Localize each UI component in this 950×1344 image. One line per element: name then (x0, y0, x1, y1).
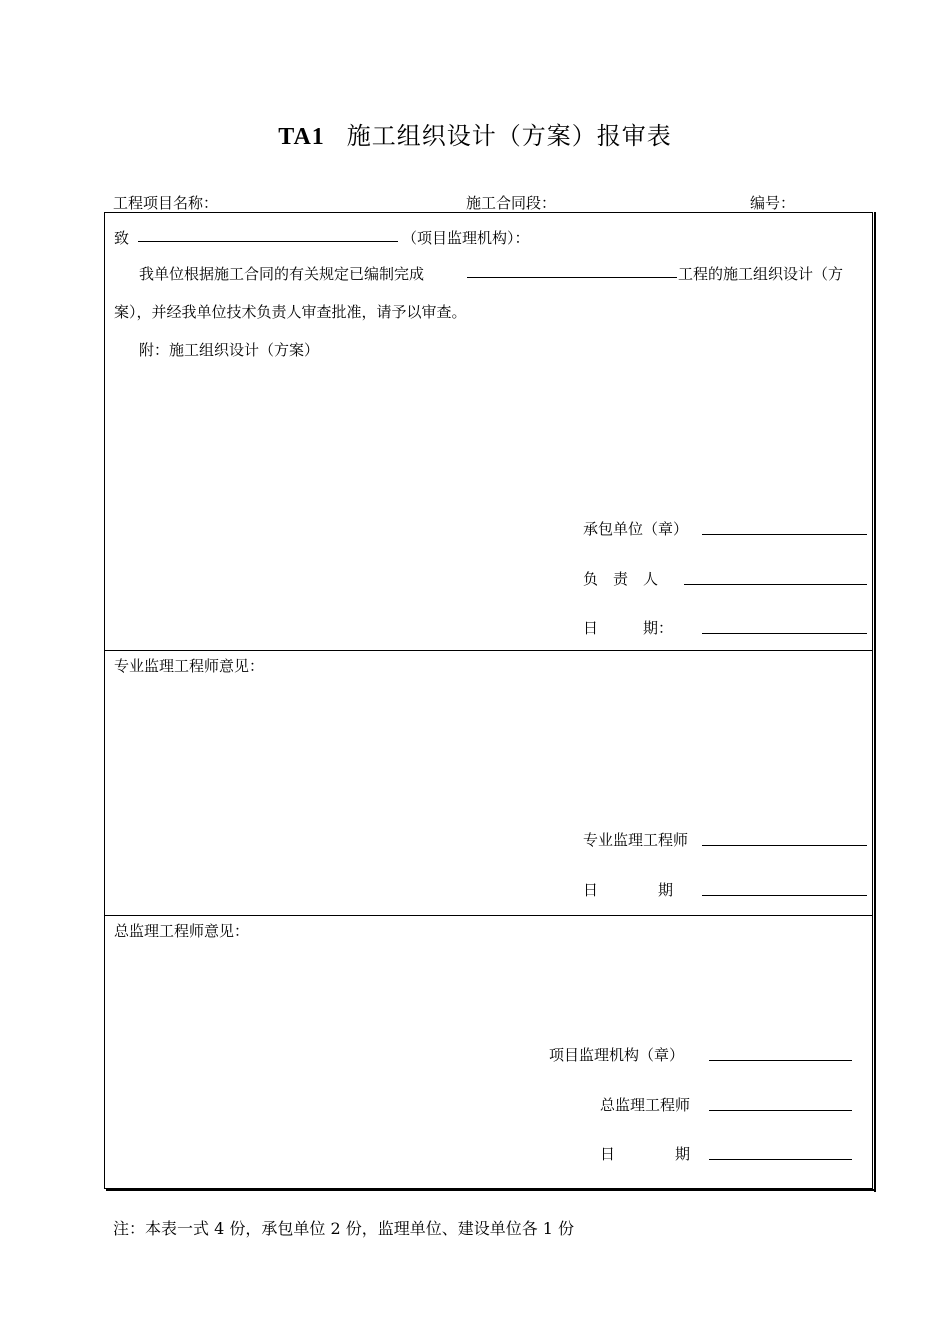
section-divider-2 (105, 915, 872, 916)
specialist-engineer-label: 专业监理工程师 (583, 831, 689, 849)
attachment-text: 附：施工组织设计（方案） (139, 341, 320, 359)
date-field-1[interactable] (702, 633, 867, 634)
chief-opinion-heading: 总监理工程师意见： (114, 922, 250, 940)
form-code: TA1 (278, 124, 325, 150)
date-label-3: 日 期 (600, 1145, 691, 1163)
contractor-label: 承包单位（章） (583, 520, 689, 538)
chief-engineer-label: 总监理工程师 (600, 1096, 691, 1114)
contract-section-label: 施工合同段： (466, 194, 557, 212)
date-field-3[interactable] (709, 1159, 852, 1160)
recipient-suffix: （项目监理机构）： (402, 229, 530, 247)
form-shadow-bottom (106, 1189, 876, 1191)
contractor-field[interactable] (702, 534, 867, 535)
form-shadow-right (874, 212, 876, 1192)
approval-form (104, 212, 873, 1189)
date-label-2: 日 期 (583, 881, 674, 899)
recipient-field[interactable] (138, 241, 398, 242)
date-field-2[interactable] (702, 895, 867, 896)
specialist-opinion-heading: 专业监理工程师意见： (114, 657, 265, 675)
agency-label: 项目监理机构（章） (549, 1046, 685, 1064)
form-title-text: 施工组织设计（方案）报审表 (346, 122, 672, 150)
number-label: 编号： (750, 194, 796, 212)
to-prefix: 致 (114, 229, 130, 247)
paragraph-start: 我单位根据施工合同的有关规定已编制完成 (139, 265, 425, 283)
footnote: 注：本表一式 4 份，承包单位 2 份，监理单位、建设单位各 1 份 (113, 1219, 575, 1238)
responsible-label: 负 责 人 (583, 570, 659, 588)
project-name-label: 工程项目名称： (113, 194, 219, 212)
section-divider-1 (105, 650, 872, 651)
chief-engineer-field[interactable] (709, 1110, 852, 1111)
specialist-engineer-field[interactable] (702, 845, 867, 846)
agency-field[interactable] (709, 1060, 852, 1061)
form-title (0, 116, 950, 151)
paragraph-end: 工程的施工组织设计（方 (678, 265, 844, 283)
project-field[interactable] (467, 277, 677, 278)
responsible-field[interactable] (684, 584, 867, 585)
date-label-1: 日 期： (583, 619, 674, 637)
paragraph-line2: 案），并经我单位技术负责人审查批准，请予以审查。 (114, 303, 467, 321)
